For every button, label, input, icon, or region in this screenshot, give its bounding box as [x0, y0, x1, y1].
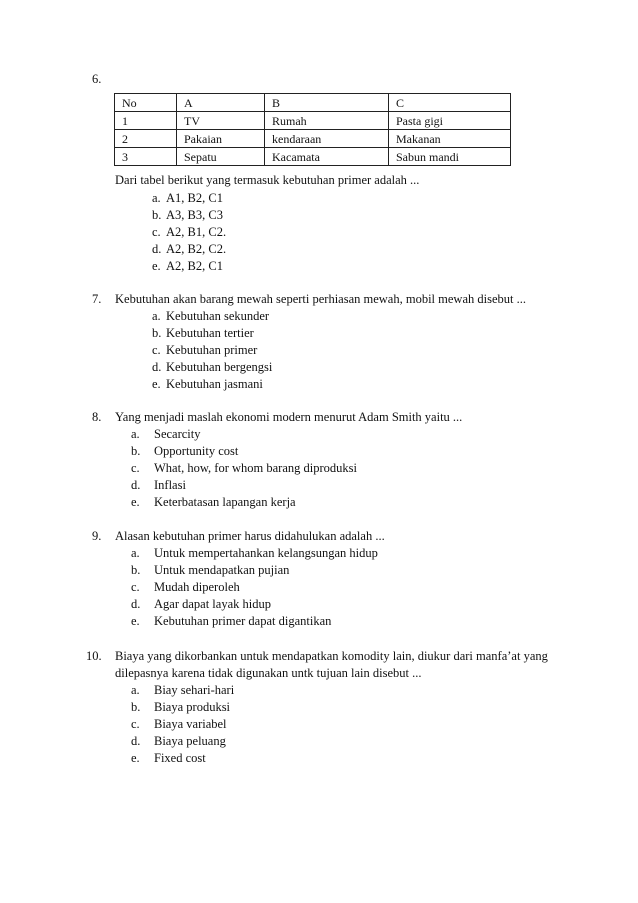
option-letter: d. — [131, 478, 141, 492]
table-cell: kendaraan — [265, 130, 389, 148]
option-letter: b. — [152, 326, 162, 340]
option-letter: c. — [152, 225, 161, 239]
question-number: 10. — [86, 649, 102, 663]
option-text: Kebutuhan primer — [166, 343, 258, 357]
table-cell: Pakaian — [177, 130, 265, 148]
table-row — [115, 148, 511, 166]
question-text-line-1: Biaya yang dikorbankan untuk mendapatkan komodity lain, diukur dari manfa’at yang — [115, 649, 548, 663]
question-number: 9. — [92, 529, 102, 543]
needs-table — [114, 93, 511, 166]
table-header-cell: No — [115, 94, 177, 112]
option-text: A2, B1, C2. — [166, 225, 227, 239]
option-letter: e. — [131, 751, 140, 765]
table-cell: TV — [177, 112, 265, 130]
option-letter: a. — [131, 683, 140, 697]
option-text: Biaya variabel — [154, 717, 227, 731]
option-text: Kebutuhan jasmani — [166, 377, 263, 391]
option-letter: d. — [152, 360, 162, 374]
option-letter: a. — [131, 546, 140, 560]
option-text: Kebutuhan primer dapat digantikan — [154, 614, 332, 628]
option-letter: b. — [152, 208, 162, 222]
table-row — [115, 130, 511, 148]
option-text: Kebutuhan bergengsi — [166, 360, 273, 374]
option-letter: a. — [152, 191, 161, 205]
table-cell: Sepatu — [177, 148, 265, 166]
table-header-cell: A — [177, 94, 265, 112]
table-cell: Sabun mandi — [389, 148, 511, 166]
option-letter: b. — [131, 563, 141, 577]
option-letter: d. — [131, 597, 141, 611]
table-cell: 2 — [115, 130, 177, 148]
option-letter: e. — [152, 377, 161, 391]
question-number: 8. — [92, 410, 102, 424]
option-text: Biay sehari-hari — [154, 683, 235, 697]
option-letter: c. — [131, 461, 140, 475]
option-letter: c. — [152, 343, 161, 357]
table-cell: 3 — [115, 148, 177, 166]
option-letter: a. — [131, 427, 140, 441]
option-letter: d. — [152, 242, 162, 256]
option-text: Untuk mendapatkan pujian — [154, 563, 290, 577]
option-text: Opportunity cost — [154, 444, 239, 458]
option-text: Inflasi — [154, 478, 186, 492]
option-text: Mudah diperoleh — [154, 580, 240, 594]
question-text: Yang menjadi maslah ekonomi modern menurut Adam Smith yaitu ... — [115, 410, 463, 424]
table-cell: 1 — [115, 112, 177, 130]
option-letter: c. — [131, 717, 140, 731]
option-text: Biaya peluang — [154, 734, 226, 748]
table-cell: Rumah — [265, 112, 389, 130]
table-cell: Pasta gigi — [389, 112, 511, 130]
question-number: 6. — [92, 72, 102, 86]
option-text: Fixed cost — [154, 751, 206, 765]
option-letter: e. — [131, 495, 140, 509]
table-header-cell: B — [265, 94, 389, 112]
option-letter: b. — [131, 700, 141, 714]
option-text: What, how, for whom barang diproduksi — [154, 461, 357, 475]
table-cell: Kacamata — [265, 148, 389, 166]
option-text: A3, B3, C3 — [166, 208, 223, 222]
option-letter: c. — [131, 580, 140, 594]
option-text: A2, B2, C2. — [166, 242, 227, 256]
option-text: Biaya produksi — [154, 700, 231, 714]
option-text: Keterbatasan lapangan kerja — [154, 495, 296, 509]
question-text: Alasan kebutuhan primer harus didahulukan adalah ... — [115, 529, 385, 543]
table-header-row — [115, 94, 511, 112]
option-text: Kebutuhan tertier — [166, 326, 254, 340]
table-row — [115, 112, 511, 130]
question-number: 7. — [92, 292, 102, 306]
option-letter: b. — [131, 444, 141, 458]
table-cell: Makanan — [389, 130, 511, 148]
option-letter: e. — [131, 614, 140, 628]
option-letter: a. — [152, 309, 161, 323]
option-letter: e. — [152, 259, 161, 273]
option-text: Agar dapat layak hidup — [154, 597, 271, 611]
question-text: Kebutuhan akan barang mewah seperti perhiasan mewah, mobil mewah disebut ... — [115, 292, 526, 306]
option-text: Untuk mempertahankan kelangsungan hidup — [154, 546, 378, 560]
option-text: A2, B2, C1 — [166, 259, 223, 273]
option-text: Secarcity — [154, 427, 201, 441]
question-text: Dari tabel berikut yang termasuk kebutuhan primer adalah ... — [115, 173, 420, 187]
table-header-cell: C — [389, 94, 511, 112]
option-letter: d. — [131, 734, 141, 748]
option-text: Kebutuhan sekunder — [166, 309, 270, 323]
option-text: A1, B2, C1 — [166, 191, 223, 205]
question-text-line-2: dilepasnya karena tidak digunakan untk tujuan lain disebut ... — [115, 666, 422, 680]
